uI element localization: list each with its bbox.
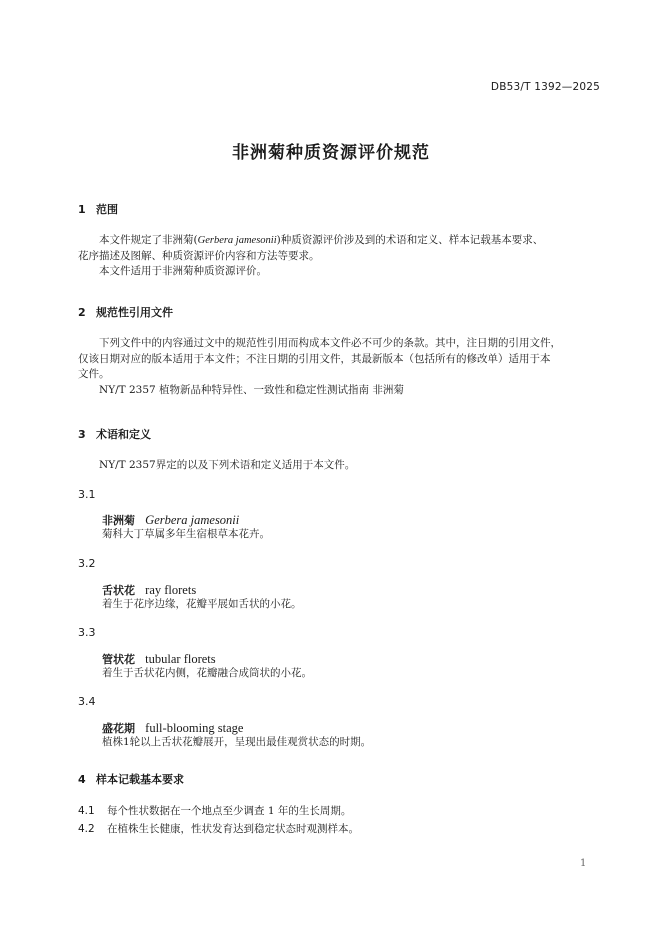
paragraph: 本文件适用于非洲菊种质资源评价。 [99, 265, 267, 278]
paragraph-line: 仅该日期对应的版本适用于本文件；不注日期的引用文件，其最新版本（包括所有的修改单）适用于本 [78, 352, 551, 365]
section-title: 术语和定义 [96, 428, 151, 441]
requirement-item [78, 822, 359, 838]
section-title: 样本记载基本要求 [96, 773, 184, 786]
section-number: 1 [78, 203, 86, 216]
term-entry [102, 579, 196, 598]
term-number: 3.1 [78, 488, 96, 501]
term-entry [102, 648, 216, 667]
text-run: )种质资源评价涉及到的术语和定义、样本记载基本要求、 [276, 234, 544, 246]
paragraph: 下列文件中的内容通过文中的规范性引用而构成本文件必不可少的条款。其中，注日期的引用文件， [99, 337, 561, 349]
section-3-heading [78, 426, 151, 442]
term-english: tubular florets [145, 652, 216, 666]
term-english: Gerbera jamesonii [145, 513, 240, 527]
requirement-text: 每个性状数据在一个地点至少调查 1 年的生长周期。 [107, 805, 352, 817]
term-entry [102, 717, 243, 736]
paragraph [78, 233, 598, 249]
document-title: 非洲菊种质资源评价规范 [232, 143, 430, 163]
term-number: 3.4 [78, 695, 96, 708]
requirement-number: 4.2 [78, 823, 95, 835]
paragraph-line: 文件。 [78, 368, 110, 381]
paragraph: NY/T 2357界定的以及下列术语和定义适用于本文件。 [99, 459, 356, 471]
section-title: 规范性引用文件 [96, 306, 173, 319]
section-number: 3 [78, 428, 86, 441]
latin-name: Gerbera jamesonii [197, 235, 277, 246]
section-2-heading [78, 304, 173, 320]
section-2-body [78, 336, 598, 398]
term-number: 3.2 [78, 557, 96, 570]
section-3-intro [78, 458, 598, 474]
normative-reference: NY/T 2357 植物新品种特异性、一致性和稳定性测试指南 非洲菊 [99, 383, 404, 396]
term-chinese: 舌状花 [102, 584, 135, 597]
section-1-body [78, 233, 598, 280]
term-chinese: 管状花 [102, 653, 135, 666]
section-number: 4 [78, 773, 86, 786]
term-number: 3.3 [78, 626, 96, 639]
term-definition: 菊科大丁草属多年生宿根草本花卉。 [102, 528, 270, 540]
section-4-heading [78, 771, 184, 787]
term-definition: 着生于花序边缘，花瓣平展如舌状的小花。 [102, 598, 302, 610]
term-chinese: 盛花期 [102, 722, 135, 735]
text-run: 本文件规定了非洲菊( [99, 234, 198, 246]
paragraph-line: 花序描述及图解、种质资源评价内容和方法等要求。 [78, 249, 320, 262]
section-1-heading [78, 201, 118, 217]
term-english: ray florets [145, 583, 197, 597]
term-english: full-blooming stage [145, 721, 244, 735]
term-definition: 植株1轮以上舌状花瓣展开，呈现出最佳观赏状态的时期。 [102, 736, 372, 748]
section-number: 2 [78, 306, 86, 319]
page-number: 1 [580, 858, 587, 869]
section-title: 范围 [96, 203, 118, 216]
requirement-item [78, 804, 351, 820]
requirement-text: 在植株生长健康，性状发育达到稳定状态时观测样本。 [107, 823, 359, 835]
term-definition: 着生于舌状花内侧，花瓣融合成筒状的小花。 [102, 667, 312, 679]
requirement-number: 4.1 [78, 805, 95, 817]
term-chinese: 非洲菊 [102, 514, 135, 527]
document-number: DB53/T 1392—2025 [490, 81, 600, 93]
term-entry [102, 509, 239, 528]
